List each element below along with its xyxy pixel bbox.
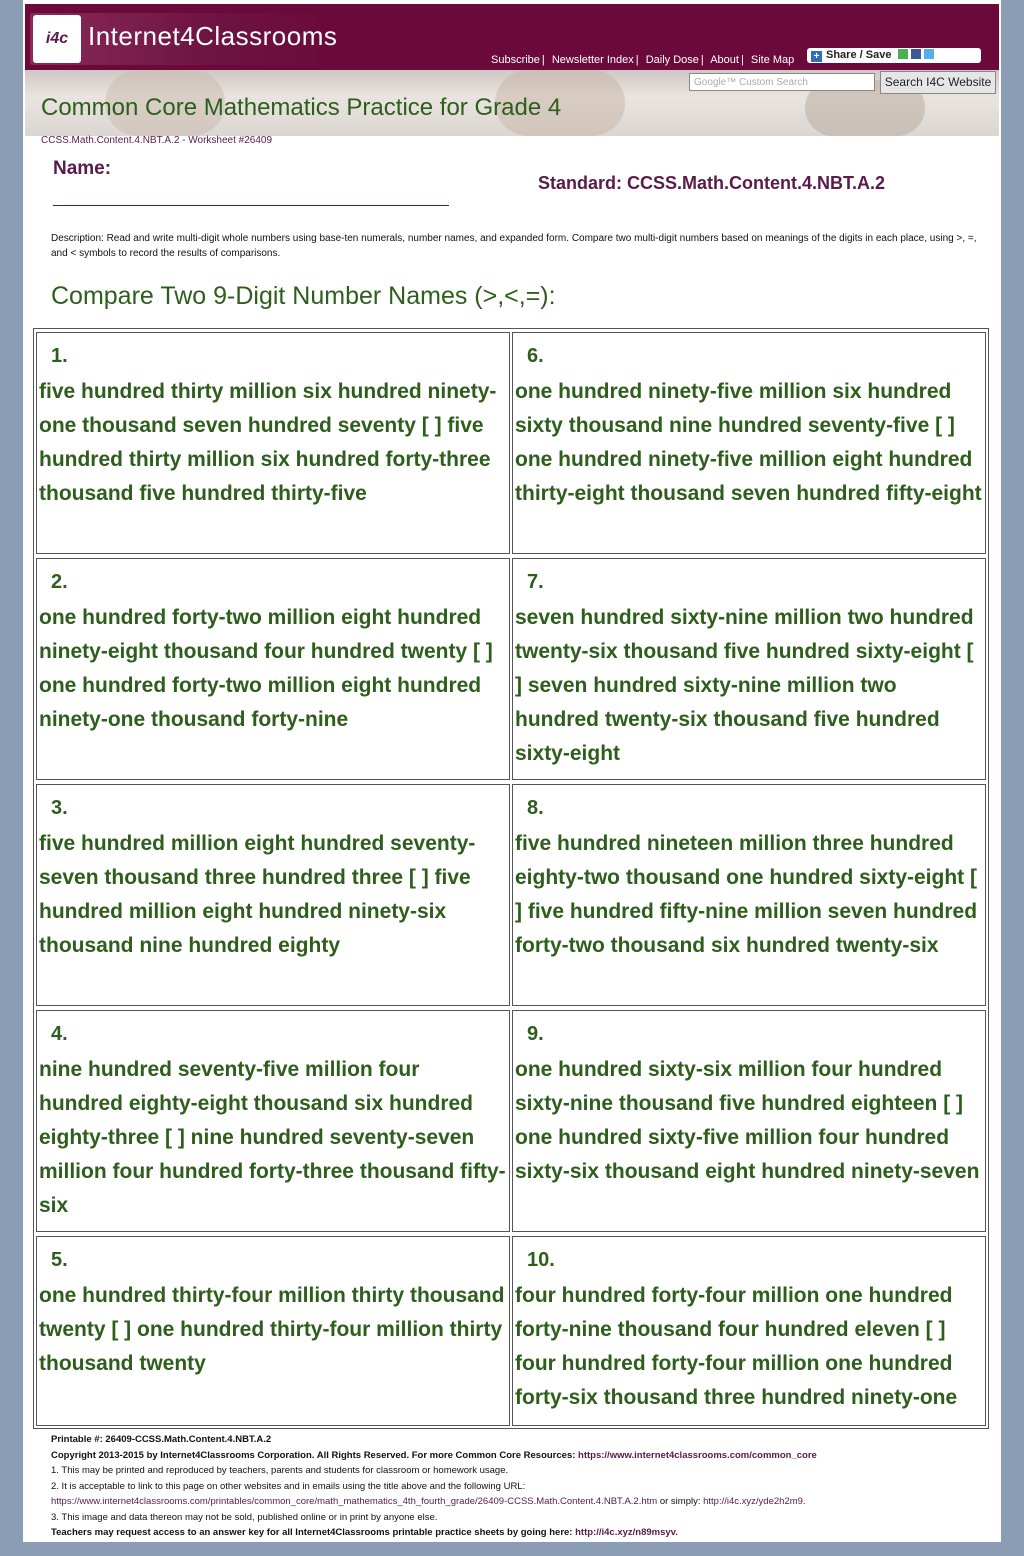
site-header	[25, 4, 999, 70]
question-text: one hundred thirty-four million thirty thousand twenty [ ] one hundred thirty-four million thirty thousand twenty	[39, 1284, 505, 1375]
site-logo[interactable]	[30, 13, 338, 65]
question-text: one hundred forty-two million eight hundred ninety-eight thousand four hundred twenty [ ] one hundred forty-two million eight hundred ninety-one thousand forty-nine	[39, 606, 493, 731]
share-plus-icon: +	[811, 51, 822, 62]
question-text: seven hundred sixty-nine million two hundred twenty-six thousand five hundred sixty-eight [ ] seven hundred sixty-nine million two hundred twenty-six thousand five hundred sixty-eight	[515, 606, 974, 765]
question-number: 7.	[527, 571, 544, 593]
question-text: five hundred million eight hundred seventy-seven thousand three hundred three [ ] five hundred million eight hundred ninety-six thousand nine hundred eighty	[39, 832, 476, 957]
question-number: 2.	[51, 571, 68, 593]
top-nav: Subscribe | Newsletter Index | Daily Dose | About | Site Map	[491, 54, 795, 66]
question-cell	[36, 1010, 510, 1232]
question-cell	[512, 784, 986, 1006]
description: Description: Read and write multi-digit whole numbers using base-ten numerals, number names, and expanded form. Compare two multi-digit numbers based on meanings of the digits in each place, using >, =, and < symbols to record the results of comparisons.	[51, 233, 977, 259]
question-cell	[36, 558, 510, 780]
standard-label: Standard: CCSS.Math.Content.4.NBT.A.2	[538, 173, 886, 193]
facebook-icon	[911, 49, 921, 59]
page-title: Common Core Mathematics Practice for Grade 4	[41, 94, 562, 121]
question-cell	[36, 1236, 510, 1426]
question-text: four hundred forty-four million one hundred forty-nine thousand four hundred eleven [ ] four hundred forty-four million one hundred forty-six thousand three hundred ninety-one	[515, 1284, 958, 1409]
question-text: one hundred ninety-five million six hundred sixty thousand nine hundred seventy-five [ ] one hundred ninety-five million eight hundred thirty-eight thousand seven hundred fifty-eight	[515, 380, 982, 505]
question-cell	[36, 784, 510, 1006]
worksheet-url-link[interactable]: https://www.internet4classrooms.com/printables/common_core/math_mathematics_4th_fourth_grade/26409-CCSS.Math.Content.4.NBT.A.2.htm	[51, 1496, 658, 1507]
answer-key-link[interactable]: http://i4c.xyz/n89msyv.	[575, 1527, 678, 1538]
footer	[51, 1432, 991, 1541]
footer-url-line: https://www.internet4classrooms.com/printables/common_core/math_mathematics_4th_fourth_grade/26409-CCSS.Math.Content.4.NBT.A.2.htm or simply: http://i4c.xyz/yde2h2m9.	[51, 1496, 806, 1507]
question-cell	[512, 558, 986, 780]
nav-daily-dose[interactable]: Daily Dose	[645, 54, 699, 66]
footer-note-1: 1. This may be printed and reproduced by teachers, parents and students for classroom or homework usage.	[51, 1465, 509, 1476]
twitter-icon	[924, 49, 934, 59]
question-number: 8.	[527, 797, 544, 819]
question-cell	[512, 332, 986, 554]
answer-key-line: Teachers may request access to an answer key for all Internet4Classrooms printable practice sheets by going here: http://i4c.xyz/n89msyv.	[51, 1527, 678, 1538]
share-icon	[898, 49, 908, 59]
question-text: five hundred thirty million six hundred ninety-one thousand seven hundred seventy [ ] five hundred thirty million six hundred forty-three thousand five hundred thirty-five	[39, 380, 497, 505]
footer-note-2: 2. It is acceptable to link to this page on other websites and in emails using the title above and the following URL:	[51, 1480, 526, 1492]
question-number: 10.	[527, 1249, 555, 1271]
worksheet-page	[23, 0, 1001, 1542]
printable-number: Printable #: 26409-CCSS.Math.Content.4.NBT.A.2	[51, 1434, 272, 1445]
nav-about[interactable]: About	[710, 54, 739, 66]
question-number: 3.	[51, 797, 68, 819]
logo-badge: i4c	[33, 15, 81, 63]
question-number: 4.	[51, 1023, 68, 1045]
section-title: Compare Two 9-Digit Number Names (>,<,=):	[51, 282, 556, 310]
search-input[interactable]: Google™ Custom Search	[689, 73, 875, 91]
name-line	[53, 205, 449, 206]
share-label: Share / Save	[826, 49, 892, 61]
share-save-button[interactable]	[807, 48, 981, 63]
question-text: one hundred sixty-six million four hundred sixty-nine thousand five hundred eighteen [ ] one hundred sixty-five million four hundred sixty-six thousand eight hundred ninety-seven	[515, 1058, 980, 1183]
search-button[interactable]: Search I4C Website	[880, 71, 996, 94]
question-text: nine hundred seventy-five million four hundred eighty-eight thousand six hundred eighty-three [ ] nine hundred seventy-seven million four hundred forty-three thousand fifty-six	[39, 1058, 506, 1217]
nav-subscribe[interactable]: Subscribe	[491, 54, 540, 66]
question-cell	[512, 1236, 986, 1426]
worksheet-id: CCSS.Math.Content.4.NBT.A.2 - Worksheet #26409	[41, 135, 273, 146]
question-cell	[36, 332, 510, 554]
footer-note-3: 3. This image and data thereon may not be sold, published online or in print by anyone else.	[51, 1511, 438, 1523]
question-cell	[512, 1010, 986, 1232]
question-number: 9.	[527, 1023, 544, 1045]
nav-newsletter-index[interactable]: Newsletter Index	[551, 54, 634, 66]
nav-site-map[interactable]: Site Map	[750, 54, 795, 66]
short-url-link[interactable]: http://i4c.xyz/yde2h2m9.	[703, 1496, 806, 1507]
common-core-link[interactable]: https://www.internet4classrooms.com/common_core	[578, 1449, 817, 1461]
question-number: 6.	[527, 345, 544, 367]
question-number: 1.	[51, 345, 68, 367]
name-label: Name:	[53, 158, 112, 179]
logo-text: Internet4Classrooms	[88, 21, 338, 51]
question-number: 5.	[51, 1249, 68, 1271]
questions-grid	[33, 328, 989, 1429]
question-text: five hundred nineteen million three hundred eighty-two thousand one hundred sixty-eight [ ] five hundred fifty-nine million seven hundred forty-two thousand six hundred twenty-six	[515, 832, 978, 957]
copyright-line: Copyright 2013-2015 by Internet4Classrooms Corporation. All Rights Reserved. For more Common Core Resources: https://www.internet4classrooms.com/common_core	[51, 1449, 817, 1461]
